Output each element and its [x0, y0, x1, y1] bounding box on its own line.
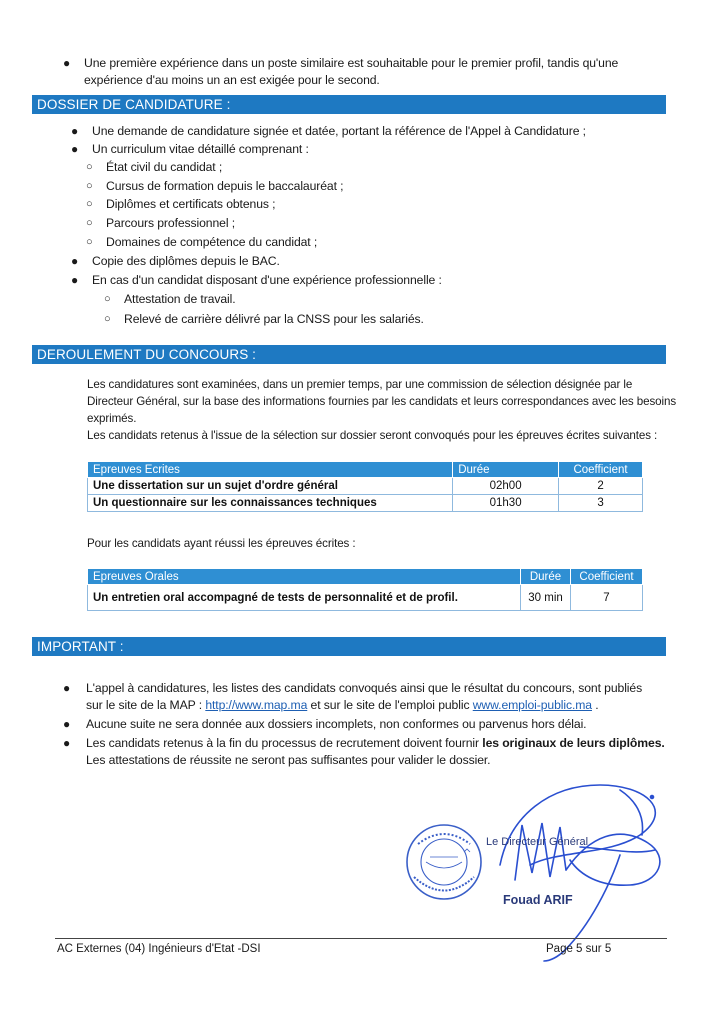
- important-text: et sur le site de l'emploi public: [307, 698, 473, 712]
- dossier-experience: En cas d'un candidat disposant d'une expérience professionnelle :: [92, 273, 442, 287]
- cv-item: Domaines de compétence du candidat ;: [106, 235, 318, 249]
- important-bold-text: les originaux de leurs diplômes.: [482, 736, 665, 750]
- table-cell: Une dissertation sur un sujet d'ordre général: [88, 478, 453, 495]
- sub-bullet-icon: ○: [104, 313, 111, 325]
- epreuves-orales-table: [87, 568, 643, 611]
- table-header-cell: Durée: [453, 462, 559, 478]
- intro-line-1: Une première expérience dans un poste similaire est souhaitable pour le premier profil, tandis qu'une: [84, 56, 619, 70]
- table-header-cell: Epreuves Ecrites: [88, 462, 453, 478]
- bullet-icon: ●: [63, 681, 71, 695]
- table-cell: 3: [559, 495, 643, 512]
- sub-bullet-icon: ○: [86, 217, 93, 229]
- footer-document-reference: AC Externes (04) Ingénieurs d'Etat -DSI: [57, 943, 261, 955]
- dossier-copie: Copie des diplômes depuis le BAC.: [92, 254, 280, 268]
- table-cell: Un entretien oral accompagné de tests de personnalité et de profil.: [88, 585, 521, 611]
- deroulement-para-1-line-2: Directeur Général, sur la base des informations fournies par les candidats et leurs correspondances avec les besoins: [87, 395, 677, 408]
- sub-bullet-icon: ○: [86, 161, 93, 173]
- cv-item: Diplômes et certificats obtenus ;: [106, 197, 276, 211]
- experience-item: Attestation de travail.: [124, 292, 236, 306]
- signature-scribble: [470, 755, 690, 965]
- table-header-row: [88, 569, 643, 585]
- table-header-cell: Durée: [521, 569, 571, 585]
- important-text: Les candidats retenus à la fin du processus de recrutement doivent fournir: [86, 736, 483, 750]
- bullet-icon: ●: [71, 142, 79, 156]
- deroulement-para-3: Pour les candidats ayant réussi les épreuves écrites :: [87, 537, 356, 550]
- deroulement-para-2: Les candidats retenus à l'issue de la sélection sur dossier seront convoqués pour les épreuves écrites suivantes :: [87, 429, 658, 442]
- table-cell: 7: [571, 585, 643, 611]
- important-bullet-3-line-2: Les attestations de réussite ne seront pas suffisantes pour valider le dossier.: [86, 753, 491, 767]
- bullet-icon: ●: [71, 254, 79, 268]
- table-row: [88, 478, 643, 495]
- section-title-deroulement: DEROULEMENT DU CONCOURS :: [32, 345, 666, 364]
- dossier-cv: Un curriculum vitae détaillé comprenant :: [92, 142, 309, 156]
- table-cell: 30 min: [521, 585, 571, 611]
- deroulement-para-1-line-1: Les candidatures sont examinées, dans un premier temps, par une commission de sélection désignée par le: [87, 378, 633, 391]
- bullet-icon: ●: [63, 56, 71, 70]
- bullet-icon: ●: [63, 736, 71, 750]
- table-cell: 02h00: [453, 478, 559, 495]
- table-header-cell: Epreuves Orales: [88, 569, 521, 585]
- table-cell: 01h30: [453, 495, 559, 512]
- table-header-cell: Coefficient: [571, 569, 643, 585]
- bullet-icon: ●: [71, 124, 79, 138]
- important-text: .: [591, 698, 599, 712]
- deroulement-para-1-line-3: exprimés.: [87, 412, 137, 425]
- emploi-public-link[interactable]: www.emploi-public.ma: [472, 698, 592, 712]
- table-row: [88, 495, 643, 512]
- cv-item: État civil du candidat ;: [106, 160, 223, 174]
- signature-name: Fouad ARIF: [503, 893, 573, 907]
- experience-item: Relevé de carrière délivré par la CNSS pour les salariés.: [124, 312, 424, 326]
- bullet-icon: ●: [71, 273, 79, 287]
- table-row: [88, 585, 643, 611]
- sub-bullet-icon: ○: [86, 236, 93, 248]
- footer-divider: [55, 938, 667, 939]
- footer-page-number: Page 5 sur 5: [546, 943, 612, 955]
- table-header-row: [88, 462, 643, 478]
- signature-title: Le Directeur Général: [486, 836, 589, 848]
- table-cell: 2: [559, 478, 643, 495]
- map-link[interactable]: http://www.map.ma: [205, 698, 308, 712]
- important-text: sur le site de la MAP :: [86, 698, 206, 712]
- sub-bullet-icon: ○: [104, 293, 111, 305]
- section-title-dossier: DOSSIER DE CANDIDATURE :: [32, 95, 666, 114]
- important-bullet-3-line-1: [86, 736, 665, 751]
- bullet-icon: ●: [63, 717, 71, 731]
- cv-item: Parcours professionnel ;: [106, 216, 236, 230]
- important-bullet-2: Aucune suite ne sera donnée aux dossiers incomplets, non conformes ou parvenus hors délai.: [86, 717, 587, 731]
- important-bullet-1-line-2: [86, 698, 599, 713]
- important-bullet-1-line-1: L'appel à candidatures, les listes des candidats convoqués ainsi que le résultat du concours, sont publiés: [86, 681, 643, 695]
- section-title-important: IMPORTANT :: [32, 637, 666, 656]
- sub-bullet-icon: ○: [86, 180, 93, 192]
- table-header-cell: Coefficient: [559, 462, 643, 478]
- cv-item: Cursus de formation depuis le baccalauréat ;: [106, 179, 344, 193]
- epreuves-ecrites-table: [87, 461, 643, 512]
- table-cell: Un questionnaire sur les connaissances techniques: [88, 495, 453, 512]
- sub-bullet-icon: ○: [86, 198, 93, 210]
- intro-line-2: expérience d'au moins un an est exigée pour le second.: [84, 73, 380, 87]
- dossier-demande: Une demande de candidature signée et datée, portant la référence de l'Appel à Candidature ;: [92, 124, 586, 138]
